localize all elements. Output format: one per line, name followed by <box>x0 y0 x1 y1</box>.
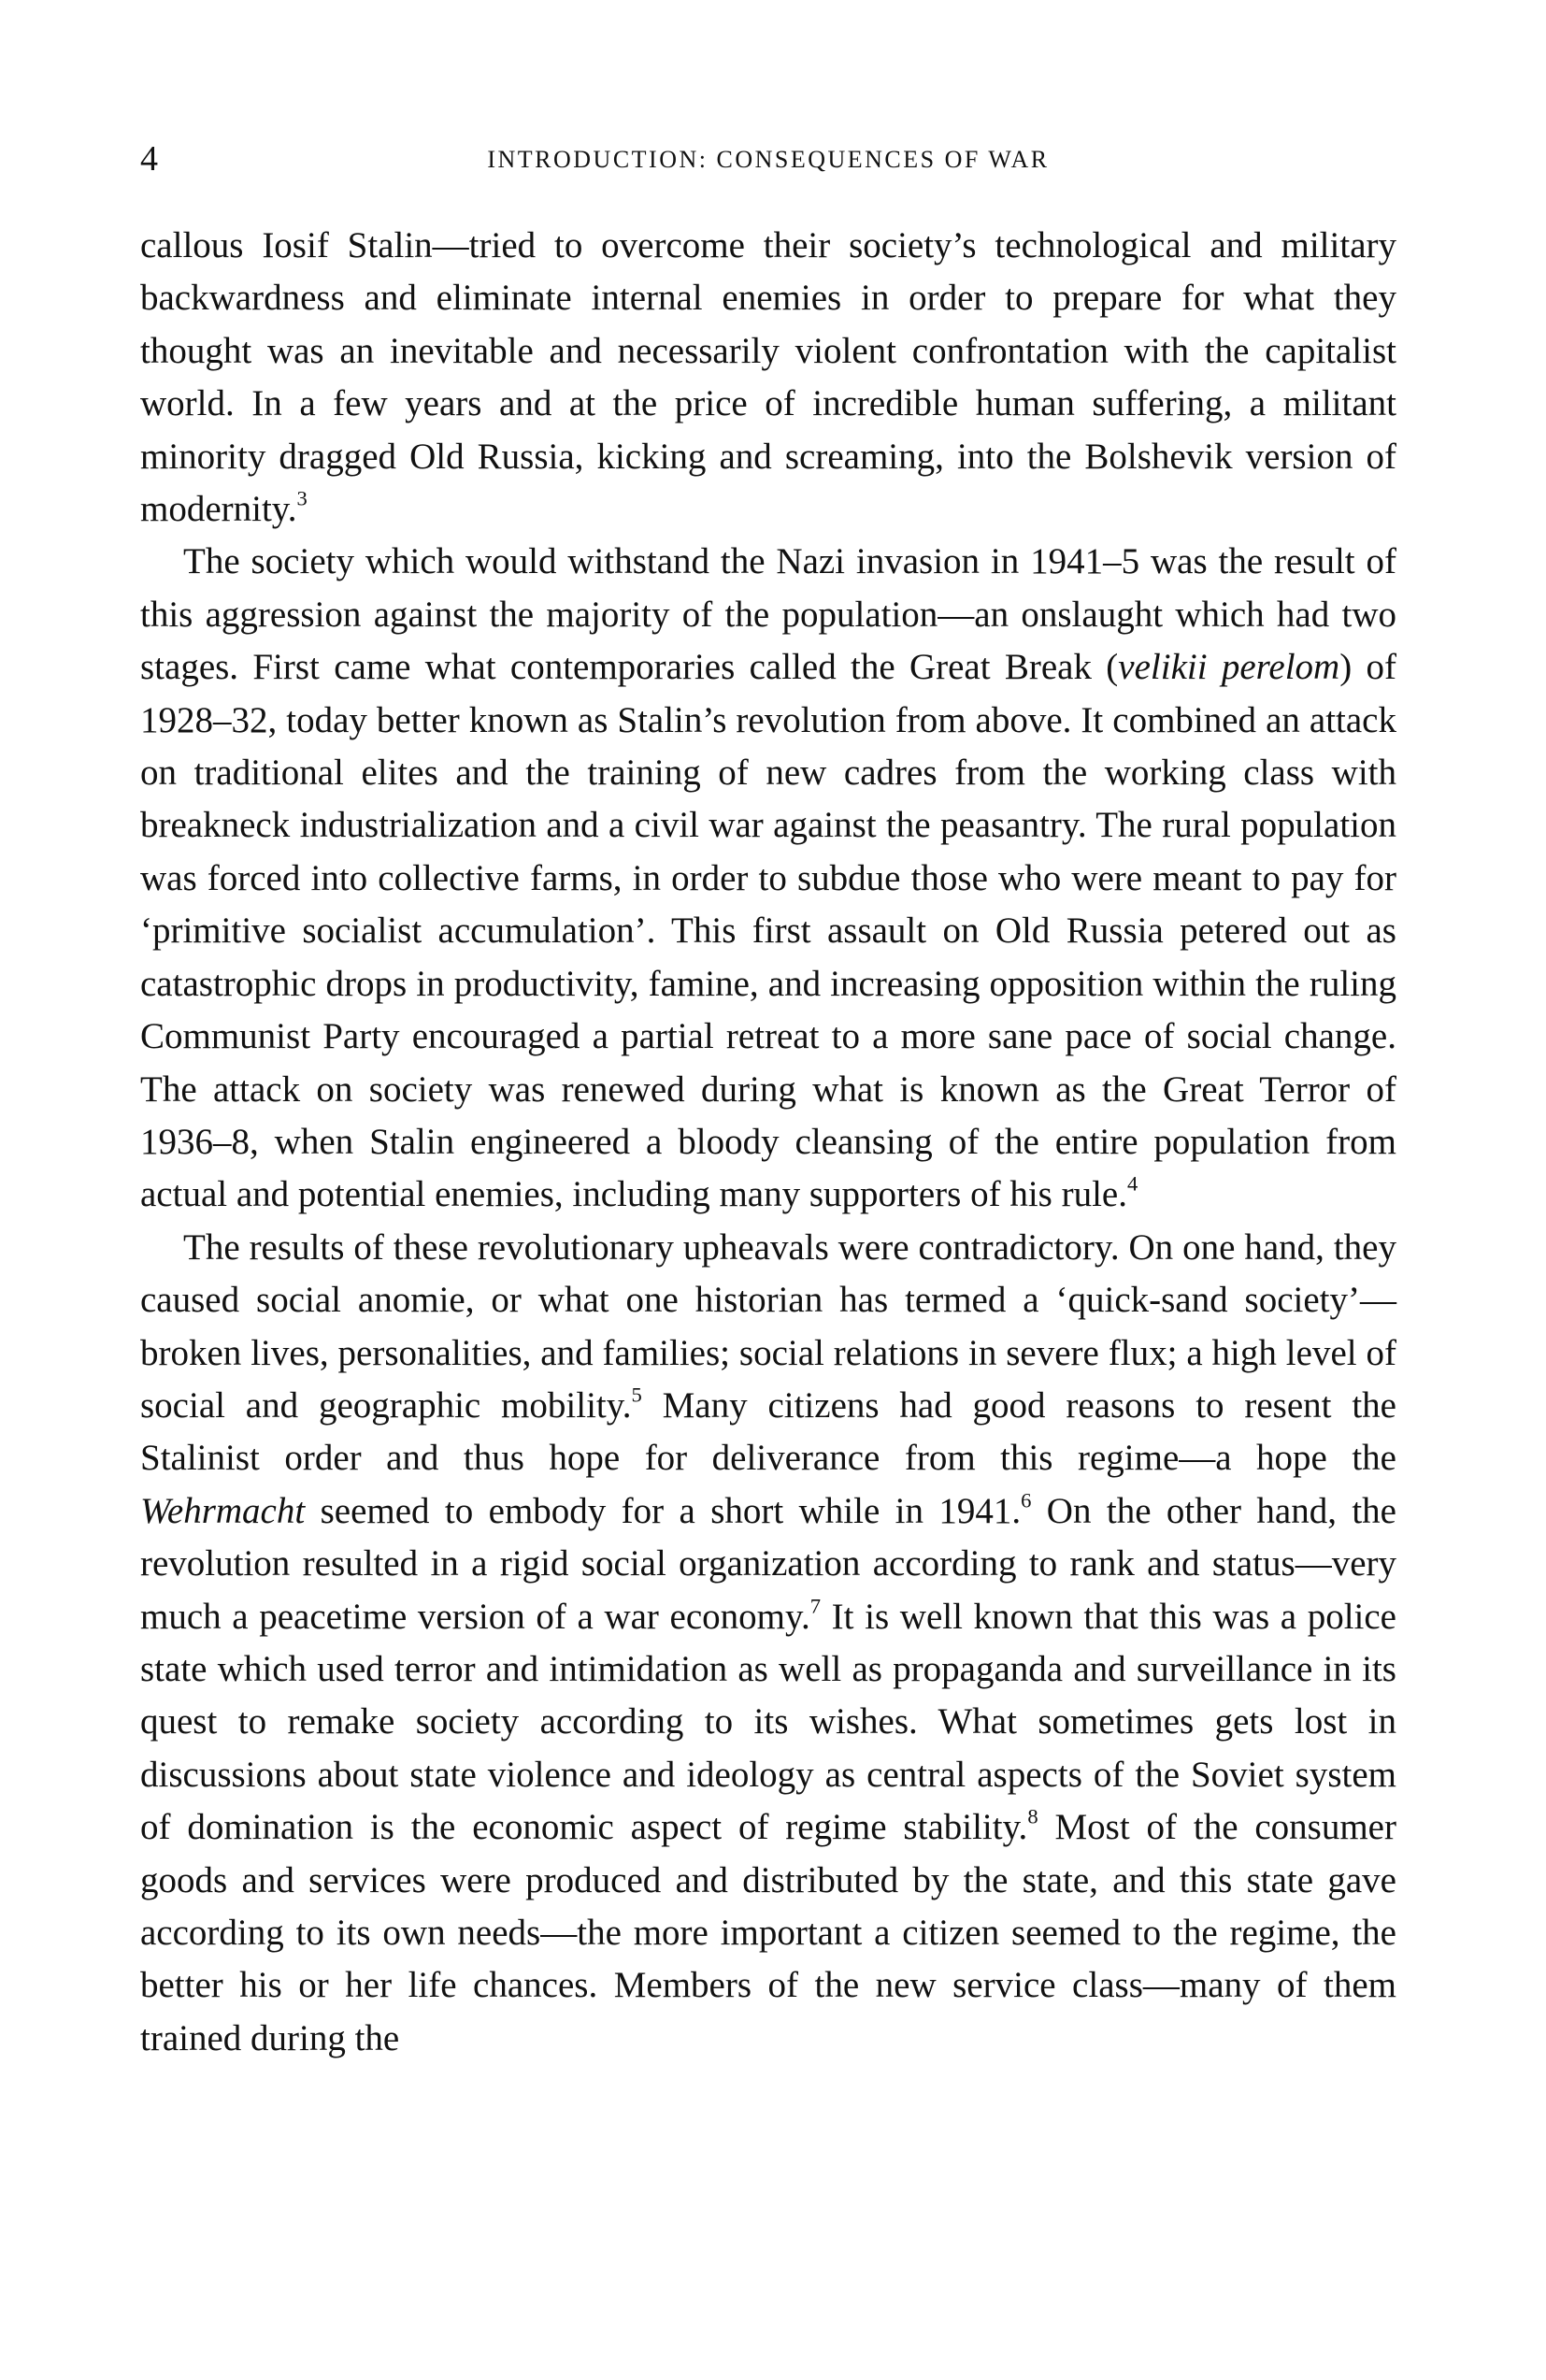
text-segment: Most of the consumer goods and services were produced and distributed by the state, and this state gave according to its own needs—the more important a citizen seemed to the regime, the better his or her life chances. Members of the new service class—many of them trained during the <box>140 1807 1396 2058</box>
footnote-ref: 5 <box>631 1383 642 1407</box>
footnote-ref: 6 <box>1021 1488 1032 1513</box>
italic-term: Wehrmacht <box>140 1490 306 1531</box>
paragraph <box>140 1222 1396 2066</box>
body-text <box>140 220 1396 2065</box>
paragraph <box>140 536 1396 1221</box>
text-segment: ) of 1928–32, today better known as Stalin’s revolution from above. It combined an attack on traditional elites and the training of new cadres from the working class with breakneck industrialization and a civil war against the peasantry. The rural population was forced into collective farms, in order to subdue those who were meant to pay for ‘primitive socialist accumulation’. This first assault on Old Russia petered out as catastrophic drops in productivity, famine, and increasing opposition within the ruling Communist Party encouraged a partial retreat to a more sane pace of social change. The attack on society was renewed during what is known as the Great Terror of 1936–8, when Stalin engineered a bloody cleansing of the entire population from actual and potential enemies, including many supporters of his rule. <box>140 647 1396 1215</box>
italic-term: velikii perelom <box>1118 647 1340 688</box>
paragraph <box>140 220 1396 536</box>
text-segment: On the other hand, the revolution resulted in a rigid social organization according to rank and status—very much a peacetime version of a war economy. <box>140 1490 1396 1637</box>
text-segment: Many citizens had good reasons to resent the Stalinist order and thus hope for deliverance from this regime—a hope the <box>140 1384 1396 1479</box>
footnote-ref: 3 <box>296 486 308 510</box>
running-head-title: INTRODUCTION: CONSEQUENCES OF WAR <box>487 146 1050 173</box>
text-segment: The society which would withstand the Nazi invasion in 1941–5 was the result of this aggression against the majority of the population—an onslaught which had two stages. First came what contemporaries called the Great Break ( <box>140 541 1396 688</box>
running-head <box>140 140 1396 178</box>
text-segment: It is well known that this was a police state which used terror and intimidation as well as propaganda and surveillance in its quest to remake society according to its wishes. What sometimes gets lost in discussions about state violence and ideology as central aspects of the Soviet system of domination is the economic aspect of regime stability. <box>140 1596 1396 1848</box>
footnote-ref: 8 <box>1027 1804 1038 1828</box>
text-segment: The results of these revolutionary upheavals were contradictory. On one hand, they caused social anomie, or what one historian has termed a ‘quick-sand society’—broken lives, personalities, and families; social relations in severe flux; a high level of social and geographic mobility. <box>140 1226 1396 1426</box>
footnote-ref: 4 <box>1126 1172 1138 1197</box>
text-segment: callous Iosif Stalin—tried to overcome their society’s technological and military backwardness and eliminate internal enemies in order to prepare for what they thought was an inevitable and necessarily violent confrontation with the capitalist world. In a few years and at the price of incredible human suffering, a militant minority dragged Old Russia, kicking and screaming, into the Bolshevik version of modernity. <box>140 225 1396 530</box>
text-segment: seemed to embody for a short while in 1941. <box>305 1490 1022 1531</box>
footnote-ref: 7 <box>809 1594 822 1618</box>
page-number: 4 <box>140 139 158 179</box>
